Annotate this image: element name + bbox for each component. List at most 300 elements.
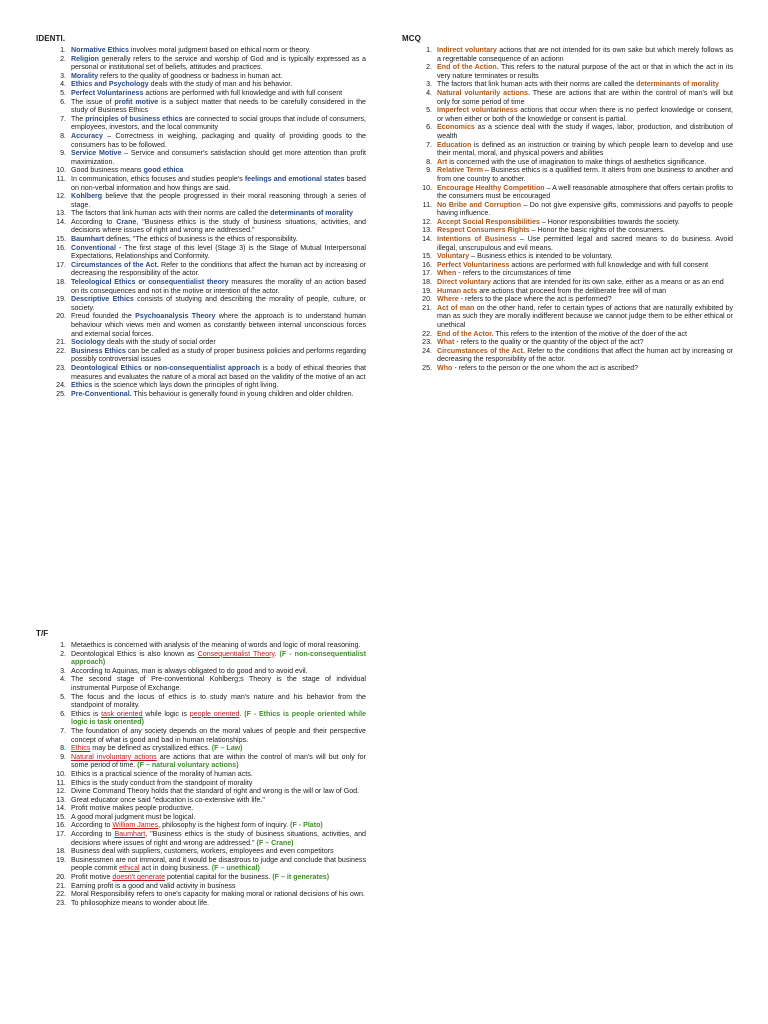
highlighted-term: profit motive bbox=[114, 97, 159, 106]
item-text: Divine Command Theory holds that the standard of right and wrong is the will or law of God. bbox=[71, 787, 360, 796]
item-number: 21. bbox=[422, 303, 432, 312]
item-text: believe that the people progressed in their moral reasoning through a series of stage. bbox=[71, 192, 366, 209]
highlighted-term: Respect Consumers Rights bbox=[437, 226, 530, 235]
list-item bbox=[420, 201, 733, 218]
item-text: measures the morality of an action based on its consequences and not in the motive or intention of the actor. bbox=[71, 278, 367, 295]
highlighted-term: Accuracy bbox=[71, 131, 103, 140]
highlighted-term: (F – Crane) bbox=[256, 838, 294, 847]
list-item bbox=[420, 158, 733, 167]
list-item bbox=[54, 796, 366, 805]
list-item bbox=[54, 347, 366, 364]
item-number: 3. bbox=[426, 80, 432, 89]
list-item bbox=[420, 364, 733, 373]
item-text: based on non-verbal information and how things are said. bbox=[71, 174, 366, 192]
item-number: 19. bbox=[56, 855, 66, 864]
highlighted-term: Service Motive bbox=[71, 149, 122, 158]
highlighted-term: determinants of morality bbox=[270, 209, 353, 218]
item-text: This refers to the intention of the motive of the doer of the act bbox=[493, 329, 687, 338]
list-item bbox=[54, 650, 366, 667]
item-text: The focus and the locus of ethics is to study man's nature and his behavior from the standpoint of morality. bbox=[71, 692, 366, 710]
item-text: – A well reasonable atmosphere that offers certain profits to the consumers must be encouraged bbox=[437, 183, 733, 201]
highlighted-term: Morality bbox=[71, 71, 99, 80]
list-item bbox=[420, 347, 733, 364]
item-number: 22. bbox=[56, 346, 66, 355]
item-number: 19. bbox=[56, 295, 66, 304]
highlighted-term: Pre-Conventional. bbox=[71, 389, 132, 398]
list-item bbox=[54, 364, 366, 381]
list-item bbox=[54, 149, 366, 166]
list-item bbox=[420, 63, 733, 80]
item-text: - The first stage of this level (Stage 3) is the Stage of Mutual Interpersonal Expectations, Relationships and Conformity. bbox=[71, 243, 366, 261]
item-text: Ethics is bbox=[71, 709, 102, 718]
list-item bbox=[54, 744, 366, 753]
highlighted-term: Sociology bbox=[71, 338, 105, 347]
highlighted-term: Perfect Voluntariness bbox=[71, 88, 144, 97]
highlighted-term: Indirect voluntary bbox=[437, 46, 497, 54]
item-number: 4. bbox=[60, 80, 66, 89]
item-number: 3. bbox=[60, 71, 66, 80]
item-number: 16. bbox=[56, 243, 66, 252]
item-text: Refer to the conditions that affect the human act by increasing or decreasing the responsibility of the actor. bbox=[71, 260, 367, 278]
item-text: consists of studying and describing the morality of people, culture, or society. bbox=[71, 295, 366, 312]
item-number: 7. bbox=[60, 726, 66, 735]
item-text: Freud founded the bbox=[71, 312, 136, 321]
list-item bbox=[420, 261, 733, 270]
list-item bbox=[54, 115, 366, 132]
highlighted-term: Imperfect voluntariness bbox=[437, 106, 518, 115]
item-text: Deontological Ethics is also known as bbox=[71, 649, 198, 658]
item-text: - refers to the circumstances of time bbox=[456, 269, 572, 278]
list-item bbox=[420, 287, 733, 296]
list-item bbox=[54, 830, 366, 847]
list-item bbox=[54, 55, 366, 72]
item-text: In communication, ethics focuses and studies people's bbox=[71, 174, 245, 183]
highlighted-term: Normative Ethics bbox=[71, 46, 129, 54]
item-number: 21. bbox=[56, 338, 66, 347]
highlighted-term: Consequentialist Theory bbox=[197, 649, 275, 658]
highlighted-term: determinants of morality bbox=[636, 80, 719, 89]
item-number: 18. bbox=[56, 847, 66, 856]
list-item bbox=[420, 218, 733, 227]
item-number: 1. bbox=[60, 641, 66, 649]
item-text: potential capital for the business. bbox=[165, 873, 273, 882]
mcq-title: MCQ bbox=[402, 34, 421, 43]
list-item bbox=[54, 98, 366, 115]
highlighted-term: ethical bbox=[119, 864, 140, 873]
item-text: actions that occur when there is no perfect knowledge or consent, or when either or both of the knowledge or consent is partial. bbox=[437, 106, 734, 123]
item-text: as a science deal with the study if wages, labor, production, and distribution of wealth bbox=[437, 123, 733, 140]
item-text: is defined as an instruction or training by which people learn to develop and use their mental, moral, and physical powers and abilities bbox=[437, 140, 733, 158]
item-number: 2. bbox=[60, 54, 66, 63]
item-number: 9. bbox=[426, 166, 432, 175]
item-text: where the approach is to understand human behaviour which views men and women as constantly between internal unconscious forces and external social forces. bbox=[71, 312, 366, 338]
item-text: – Service and consumer's satisfaction should get more attention than profit maximization. bbox=[71, 149, 366, 166]
item-text: The bbox=[71, 114, 86, 123]
list-item bbox=[54, 132, 366, 149]
list-item bbox=[54, 338, 366, 347]
item-text: defines, "The ethics of business is the ethics of responsibility. bbox=[104, 235, 298, 244]
item-number: 23. bbox=[56, 898, 66, 907]
highlighted-term: (F - Ethics is people oriented while logic is task oriented) bbox=[71, 709, 366, 727]
list-item bbox=[54, 641, 366, 650]
item-text: Businessmen are not immoral, and it would be disastrous to judge and conclude that business people commit bbox=[71, 855, 366, 873]
item-text: deals with the study of social order bbox=[104, 338, 216, 347]
item-number: 11. bbox=[422, 200, 432, 209]
list-item bbox=[54, 209, 366, 218]
highlighted-term: Direct voluntary bbox=[437, 278, 492, 287]
list-item bbox=[54, 261, 366, 278]
list-item bbox=[54, 381, 366, 390]
item-text: . bbox=[274, 649, 280, 658]
list-item bbox=[420, 338, 733, 347]
list-item bbox=[420, 330, 733, 339]
item-number: 14. bbox=[56, 804, 66, 813]
item-text: - refers to the quality or the quantity of the object of the act? bbox=[454, 338, 644, 347]
highlighted-term: Intentions of Business bbox=[437, 235, 517, 244]
item-text: This refers to the natural purpose of the act or that in which the act in its very nature terminates or results bbox=[437, 63, 733, 80]
highlighted-term: Ethics bbox=[71, 744, 91, 753]
item-number: 19. bbox=[422, 286, 432, 295]
list-item bbox=[420, 304, 733, 330]
list-item bbox=[54, 235, 366, 244]
item-text: are connected to social groups that include of consumers, employees, investors, and the local community bbox=[71, 114, 366, 132]
item-number: 18. bbox=[56, 278, 66, 287]
item-number: 10. bbox=[56, 166, 66, 175]
highlighted-term: good ethica bbox=[143, 166, 184, 175]
item-text: – Business ethics is intended to be voluntary. bbox=[469, 252, 613, 261]
highlighted-term: Economics bbox=[437, 123, 475, 132]
item-text: refers to the quality of goodness or badness in human act. bbox=[98, 71, 283, 80]
item-text: are actions that proceed from the deliberate free will of man bbox=[477, 286, 667, 295]
item-number: 14. bbox=[56, 217, 66, 226]
item-text: Refer to the conditions that affect the human act by increasing or decreasing the responsibility of the actor. bbox=[437, 346, 733, 364]
item-text: Ethics is the study conduct from the standpoint of morality bbox=[71, 778, 253, 787]
item-text: are actions that are within the control of man's will but only for some period of time. bbox=[71, 752, 366, 770]
item-text: Business deal with suppliers, customers, workers, employees and even competitors bbox=[71, 847, 334, 856]
list-item bbox=[54, 72, 366, 81]
item-text: The issue of bbox=[71, 97, 115, 106]
item-number: 16. bbox=[422, 260, 432, 269]
list-item bbox=[420, 89, 733, 106]
highlighted-term: Natural voluntarily actions. bbox=[437, 88, 530, 97]
item-number: 15. bbox=[56, 235, 66, 244]
mcq-list bbox=[420, 46, 733, 373]
item-number: 17. bbox=[422, 269, 432, 278]
item-text: Ethics is a practical science of the morality of human acts. bbox=[71, 769, 253, 778]
list-item bbox=[54, 390, 366, 399]
highlighted-term: principles of business ethics bbox=[85, 114, 183, 123]
highlighted-term: Accept Social Responsibilities bbox=[437, 217, 540, 226]
item-number: 13. bbox=[56, 209, 66, 218]
highlighted-term: Deontological Ethics or non-consequentialist approach bbox=[71, 363, 260, 372]
list-item bbox=[54, 693, 366, 710]
item-number: 17. bbox=[56, 260, 66, 269]
list-item bbox=[54, 675, 366, 692]
item-number: 5. bbox=[60, 88, 66, 97]
item-number: 3. bbox=[60, 666, 66, 675]
item-text: The factors that link human acts with their norms are called the bbox=[437, 80, 637, 89]
highlighted-term: Teleological Ethics or consequentialist theory bbox=[71, 278, 229, 287]
highlighted-term: Art bbox=[437, 157, 448, 166]
item-text: – Honor the basic rights of the consumers. bbox=[529, 226, 665, 235]
list-item bbox=[54, 244, 366, 261]
item-text: . bbox=[239, 709, 245, 718]
list-item bbox=[54, 787, 366, 796]
highlighted-term: people oriented bbox=[189, 709, 240, 718]
list-item bbox=[54, 847, 366, 856]
item-text: , philosophy is the highest form of inquiry. bbox=[158, 821, 291, 830]
identi-list bbox=[54, 46, 366, 398]
item-number: 11. bbox=[56, 778, 66, 787]
item-text: is a body of ethical theories that measures and evaluates the nature of a moral act based on the validity of the motive of an act bbox=[71, 363, 366, 381]
item-text: Good business means bbox=[71, 166, 144, 175]
list-item bbox=[420, 252, 733, 261]
item-text: deals with the study of man and his behavior. bbox=[148, 80, 293, 89]
item-text: – Honor responsibilities towards the society. bbox=[539, 217, 680, 226]
item-number: 6. bbox=[60, 709, 66, 718]
list-item bbox=[54, 166, 366, 175]
highlighted-term: Baumhart bbox=[71, 235, 105, 244]
highlighted-term: Psychoanalysis Theory bbox=[135, 312, 216, 321]
item-text: Great educator once said "education is co-extensive with life." bbox=[71, 795, 265, 804]
highlighted-term: (F – it generates) bbox=[272, 873, 330, 882]
item-text: actions that are intended for its own sake, either as a means or as an end bbox=[491, 278, 724, 287]
item-number: 10. bbox=[56, 769, 66, 778]
highlighted-term: Conventional bbox=[71, 243, 116, 252]
list-item bbox=[420, 278, 733, 287]
list-item bbox=[54, 218, 366, 235]
highlighted-term: Kohlberg bbox=[71, 192, 103, 201]
list-item bbox=[54, 89, 366, 98]
item-text: is the science which lays down the principles of right living. bbox=[92, 381, 279, 390]
item-text: According to Aquinas, man is always obligated to do good and to avoid evil. bbox=[71, 666, 308, 675]
item-text: act in doing business. bbox=[139, 864, 212, 873]
item-text: while logic is bbox=[142, 709, 190, 718]
list-item bbox=[54, 779, 366, 788]
item-number: 20. bbox=[422, 295, 432, 304]
tf-title: T/F bbox=[36, 629, 49, 638]
list-item bbox=[54, 80, 366, 89]
item-number: 6. bbox=[60, 97, 66, 106]
item-number: 25. bbox=[56, 389, 66, 398]
item-text: - refers to the place where the act is performed? bbox=[458, 295, 612, 304]
item-number: 24. bbox=[56, 381, 66, 390]
item-text: – Do not give expensive gifts, commissions and payoffs to people having influence. bbox=[437, 200, 734, 218]
list-item bbox=[420, 166, 733, 183]
item-number: 17. bbox=[56, 830, 66, 839]
list-item bbox=[54, 710, 366, 727]
highlighted-term: Crane bbox=[116, 217, 137, 226]
highlighted-term: Circumstances of the Act. bbox=[71, 260, 159, 269]
item-number: 15. bbox=[422, 252, 432, 261]
highlighted-term: Human acts bbox=[437, 286, 478, 295]
item-number: 7. bbox=[60, 114, 66, 123]
list-item bbox=[420, 123, 733, 140]
item-text: is concerned with the use of imagination to make things of aesthetics significance. bbox=[447, 157, 707, 166]
item-number: 4. bbox=[60, 675, 66, 684]
highlighted-term: End of the Actor. bbox=[437, 329, 494, 338]
item-text: These are actions that are within the control of man's will but only for some period of time bbox=[437, 88, 734, 106]
item-text: , "Business ethics is the study of business situations, activities, and decisions where issues of right and wrong are addressed." bbox=[71, 830, 367, 847]
item-text: The foundation of any society depends on the moral values of people and their perspective concept of what is good and bad in human relationships. bbox=[71, 726, 366, 744]
highlighted-term: task oriented bbox=[101, 709, 143, 718]
item-number: 4. bbox=[426, 88, 432, 97]
item-number: 8. bbox=[60, 131, 66, 140]
highlighted-term: Baumhart bbox=[114, 830, 146, 839]
highlighted-term: Natural involuntary actions bbox=[71, 752, 157, 761]
highlighted-term: Education bbox=[437, 140, 472, 149]
list-item bbox=[54, 175, 366, 192]
item-text: This behaviour is generally found in young children and older children. bbox=[131, 389, 354, 398]
highlighted-term: Encourage Healthy Competition bbox=[437, 183, 545, 192]
item-number: 15. bbox=[56, 812, 66, 821]
list-item bbox=[54, 882, 366, 891]
list-item bbox=[54, 770, 366, 779]
item-number: 22. bbox=[56, 890, 66, 899]
item-text: Earning profit is a good and valid activity in business bbox=[71, 881, 236, 890]
item-text: A good moral judgment must be logical. bbox=[71, 812, 196, 821]
list-item bbox=[420, 184, 733, 201]
item-number: 22. bbox=[422, 329, 432, 338]
highlighted-term: (F - Plato) bbox=[290, 821, 323, 830]
item-number: 6. bbox=[426, 123, 432, 132]
item-number: 20. bbox=[56, 873, 66, 882]
tf-list bbox=[54, 641, 366, 907]
list-item bbox=[54, 899, 366, 908]
item-text: actions are performed with full knowledge and with full consent bbox=[143, 88, 343, 97]
item-number: 1. bbox=[426, 46, 432, 54]
highlighted-term: (F – unethical) bbox=[211, 864, 260, 873]
highlighted-term: (F – natural voluntary actions) bbox=[137, 761, 239, 770]
item-number: 13. bbox=[56, 795, 66, 804]
list-item bbox=[54, 46, 366, 55]
item-number: 11. bbox=[56, 174, 66, 183]
item-number: 14. bbox=[422, 235, 432, 244]
item-number: 8. bbox=[426, 157, 432, 166]
highlighted-term: Business Ethics bbox=[71, 346, 126, 355]
highlighted-term: (F - non-consequentialist approach) bbox=[71, 649, 367, 667]
list-item bbox=[54, 667, 366, 676]
item-text: According to bbox=[71, 217, 117, 226]
highlighted-term: Where bbox=[437, 295, 459, 304]
item-number: 16. bbox=[56, 821, 66, 830]
list-item bbox=[54, 821, 366, 830]
item-text: involves moral judgment based on ethical norm or theory. bbox=[128, 46, 311, 54]
highlighted-term: Who bbox=[437, 363, 453, 372]
item-number: 20. bbox=[56, 312, 66, 321]
item-text: - refers to the person or the one whom the act is ascribed? bbox=[452, 363, 639, 372]
item-text: Metaethics is concerned with analysis of the meaning of words and logic of moral reasoning. bbox=[71, 641, 361, 649]
item-text: – Correctness in weighing, packaging and quality of providing goods to the consumers has to be followed. bbox=[71, 131, 366, 149]
item-text: – Use permitted legal and sacred means to do business. Avoid illegal, unscrupulous and evil means. bbox=[437, 235, 733, 252]
item-text: The factors that link human acts with their norms are called the bbox=[71, 209, 271, 218]
list-item bbox=[54, 753, 366, 770]
item-number: 23. bbox=[422, 338, 432, 347]
item-number: 12. bbox=[56, 192, 66, 201]
item-text: To philosophize means to wonder about life. bbox=[71, 898, 210, 907]
item-number: 12. bbox=[56, 787, 66, 796]
item-text: can be called as a study of proper business policies and performs regarding possibly controversial issues bbox=[71, 346, 366, 364]
list-item bbox=[420, 80, 733, 89]
identi-title: IDENTI. bbox=[36, 34, 66, 43]
highlighted-term: Perfect Voluntariness bbox=[437, 260, 510, 269]
highlighted-term: Relative Term bbox=[437, 166, 484, 175]
item-number: 7. bbox=[426, 140, 432, 149]
list-item bbox=[420, 235, 733, 252]
highlighted-term: End of the Action. bbox=[437, 63, 499, 72]
item-number: 24. bbox=[422, 346, 432, 355]
list-item bbox=[420, 226, 733, 235]
item-text: may be defined as crystallized ethics. bbox=[90, 744, 212, 753]
list-item bbox=[54, 813, 366, 822]
item-text: According to bbox=[71, 830, 115, 839]
highlighted-term: Descriptive Ethics bbox=[71, 295, 134, 304]
item-number: 8. bbox=[60, 744, 66, 753]
item-text: actions that are not intended for its own sake but which merely follows as a regrettable consequence of an actionn bbox=[437, 46, 733, 63]
item-number: 23. bbox=[56, 363, 66, 372]
highlighted-term: (F – Law) bbox=[211, 744, 243, 753]
highlighted-term: Ethics and Psychology bbox=[71, 80, 149, 89]
item-number: 13. bbox=[422, 226, 432, 235]
highlighted-term: No Bribe and Corruption bbox=[437, 200, 522, 209]
list-item bbox=[54, 873, 366, 882]
list-item bbox=[54, 192, 366, 209]
item-text: Profit motive makes people productive. bbox=[71, 804, 194, 813]
highlighted-term: Voluntary bbox=[437, 252, 470, 261]
list-item bbox=[54, 804, 366, 813]
list-item bbox=[420, 269, 733, 278]
item-number: 9. bbox=[60, 752, 66, 761]
item-text: , "Business ethics is the study of business situations, activities, and decisions where issues of right and wrong are addressed." bbox=[71, 217, 366, 235]
highlighted-term: Circumstances of the Act. bbox=[437, 346, 526, 355]
list-item bbox=[420, 106, 733, 123]
highlighted-term: William James bbox=[112, 821, 159, 830]
item-text: Profit motive bbox=[71, 873, 113, 882]
list-item bbox=[420, 46, 733, 63]
list-item bbox=[54, 278, 366, 295]
item-number: 21. bbox=[56, 881, 66, 890]
list-item bbox=[420, 295, 733, 304]
highlighted-term: When bbox=[437, 269, 457, 278]
list-item bbox=[54, 312, 366, 338]
item-number: 1. bbox=[60, 46, 66, 54]
list-item bbox=[54, 856, 366, 873]
item-number: 10. bbox=[422, 183, 432, 192]
item-text: generally refers to the service and worship of God and is typically expressed as a personal or institutional set of beliefs, attitudes and practices. bbox=[71, 54, 366, 72]
highlighted-term: doesn't generate bbox=[112, 873, 166, 882]
item-text: – Business ethics is a qualified term. It alters from one business to another and from one country to another. bbox=[437, 166, 733, 183]
list-item bbox=[54, 295, 366, 312]
highlighted-term: What bbox=[437, 338, 455, 347]
highlighted-term: Act of man bbox=[437, 303, 475, 312]
item-number: 5. bbox=[426, 106, 432, 115]
item-number: 2. bbox=[60, 649, 66, 658]
item-number: 5. bbox=[60, 692, 66, 701]
item-text: is a subject matter that needs to be carefully considered in the study of Business Ethics bbox=[71, 97, 366, 115]
item-number: 9. bbox=[60, 149, 66, 158]
item-number: 18. bbox=[422, 278, 432, 287]
item-number: 25. bbox=[422, 363, 432, 372]
list-item bbox=[54, 890, 366, 899]
item-text: actions are performed with full knowledge and with full consent bbox=[509, 260, 709, 269]
item-text: on the other hand, refer to certain types of actions that are naturally exhibited by man as such they are morally indifferent because we cannot judge them to be either ethical or unethical bbox=[437, 303, 733, 329]
highlighted-term: Religion bbox=[71, 54, 99, 63]
item-text: The second stage of Pre-conventional Kohlberg;s Theory is the stage of individual instrumental Purpose of Exchange. bbox=[71, 675, 366, 692]
item-text: According to bbox=[71, 821, 113, 830]
item-number: 2. bbox=[426, 63, 432, 72]
list-item bbox=[420, 141, 733, 158]
list-item bbox=[54, 727, 366, 744]
